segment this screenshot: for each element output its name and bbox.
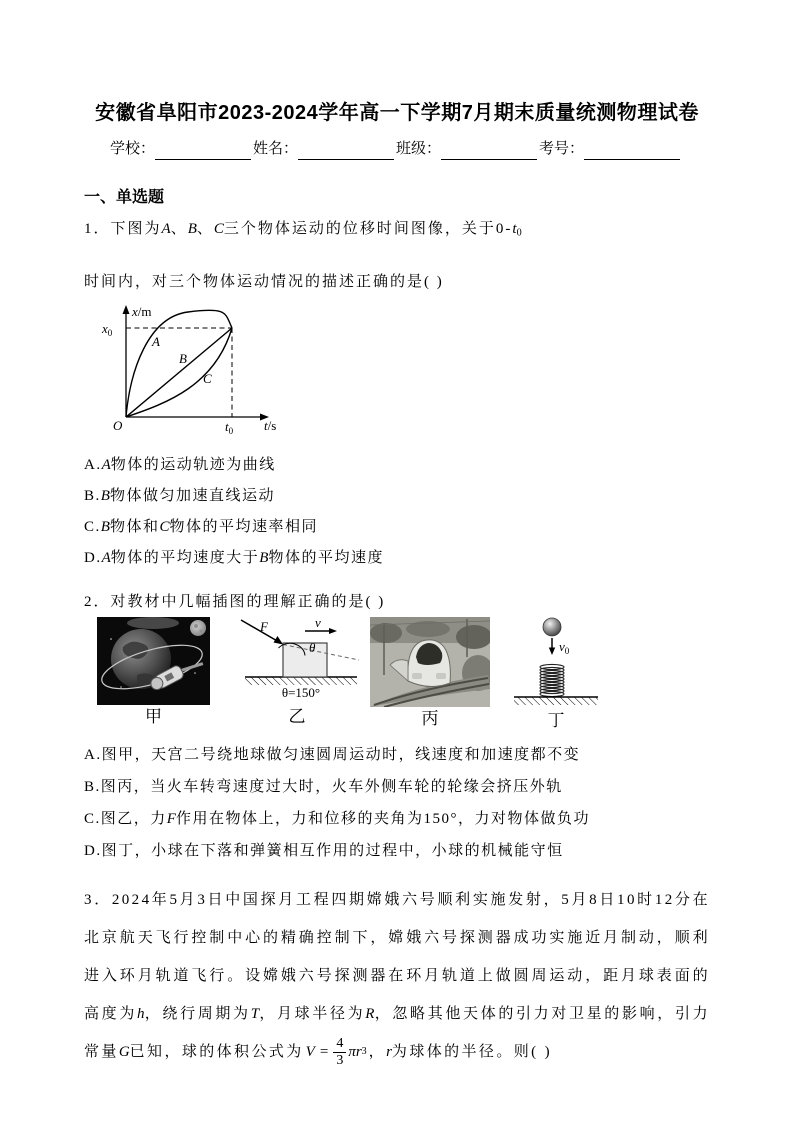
class-field: [396, 138, 537, 160]
school-field: [110, 138, 251, 160]
curve-a-label: A: [152, 333, 160, 349]
text-segment: B.图丙，当火车转弯速度过大时，火车外侧车轮的轮缘会挤压外轨: [84, 778, 563, 795]
train-photo: [370, 617, 490, 707]
text-segment: B.: [84, 487, 101, 504]
ball-spring-diagram: [508, 617, 604, 709]
figure-jia-caption: 甲: [145, 706, 162, 726]
question-1-stem-line-1: [84, 216, 710, 247]
section-heading-single-choice: 一、单选题: [84, 189, 165, 206]
question-2-option-b: [84, 771, 710, 803]
name-blank-line: [298, 143, 394, 160]
figure-bing-caption: 丙: [421, 708, 439, 728]
text-segment: 时间内，对三个物体运动情况的描述正确的是( ): [84, 273, 444, 290]
text-segment: ，: [368, 1043, 387, 1060]
text-segment: 为球体的半径。则( ): [391, 1043, 553, 1060]
text-segment: 0: [516, 227, 522, 239]
formula-fraction: [333, 1036, 346, 1069]
y-axis-label: x/m: [132, 303, 152, 319]
text-segment: B: [259, 549, 269, 566]
text-segment: T: [250, 1005, 260, 1022]
text-segment: D.: [84, 549, 102, 566]
text-segment: 1．下图为: [84, 221, 162, 237]
curve-b-label: B: [179, 350, 187, 366]
name-label: 姓名：: [253, 141, 299, 157]
angle-value-label: θ=150°: [281, 684, 321, 700]
fraction-denominator: 3: [336, 1052, 344, 1068]
ball-graphic: [543, 618, 561, 636]
text-segment: A: [161, 221, 171, 237]
figure-ding: [508, 617, 604, 731]
block-graphic: [283, 643, 327, 677]
force-block-diagram: [233, 617, 361, 705]
text-segment: r: [386, 1043, 392, 1060]
curve-c-label: C: [203, 370, 212, 386]
class-label: 班级：: [396, 141, 442, 157]
x0-tick-label: $x_0$: [102, 320, 113, 338]
text-segment: 三个物体运动的位移时间图像，关于: [223, 221, 496, 237]
text-segment: 物体的平均速度大于: [110, 549, 260, 566]
light-glow: [127, 617, 179, 629]
y-axis-arrow-icon: [123, 305, 130, 314]
spring-graphic: [540, 664, 564, 696]
text-segment: 0-: [495, 221, 513, 237]
text-segment: A: [101, 456, 111, 473]
question-2-options: [84, 739, 710, 867]
angle-label: θ: [309, 639, 316, 655]
text-segment: 物体做匀加速直线运动: [109, 487, 275, 504]
question-1-option-b: [84, 481, 710, 512]
class-blank-line: [441, 143, 537, 160]
question-2-stem: [84, 589, 710, 615]
text-segment: C.: [84, 518, 101, 535]
text-segment: A: [101, 549, 111, 566]
text-segment: 作用在物体上，力和位移的夹角为150°，力对物体做负功: [175, 810, 590, 827]
exam-number-field: [539, 138, 680, 160]
initial-velocity-label: $v_0$: [559, 638, 570, 656]
satellite-earth-photo: [97, 617, 210, 705]
text-segment: 、: [170, 221, 188, 237]
figure-ding-caption: 丁: [547, 710, 565, 730]
curve-b: [126, 328, 232, 417]
ground-hatch: [514, 697, 598, 705]
velocity-arrowhead-icon: [329, 628, 337, 634]
text-segment: A.: [84, 456, 102, 473]
school-label: 学校：: [110, 141, 156, 157]
text-segment: A.图甲，天宫二号绕地球做匀速圆周运动时，线速度和加速度都不变: [84, 746, 581, 763]
question-2-figures: [84, 617, 710, 731]
position-time-graph: [93, 301, 710, 442]
force-arrowhead-icon: [274, 636, 284, 645]
formula-exponent: 3: [361, 1046, 367, 1058]
text-segment: 物体的运动轨迹为曲线: [110, 456, 276, 473]
school-blank-line: [155, 143, 251, 160]
question-1-option-c: [84, 512, 710, 543]
question-1-option-d: [84, 543, 710, 574]
formula-pi-r: πr: [348, 1044, 362, 1061]
question-1-option-a: [84, 450, 710, 481]
text-segment: C: [159, 518, 170, 535]
text-segment: B: [100, 518, 110, 535]
figure-jia: [97, 617, 210, 727]
text-segment: 已知，球的体积公式为: [129, 1043, 304, 1060]
figure-yi: [233, 617, 361, 727]
text-segment: 物体的平均速度: [268, 549, 384, 566]
position-time-graph-svg: [93, 301, 303, 437]
text-segment: C: [213, 221, 224, 237]
text-segment: D.图丁，小球在下落和弹簧相互作用的过程中，小球的机械能守恒: [84, 842, 564, 859]
text-segment: 、: [196, 221, 214, 237]
origin-label: O: [113, 417, 123, 433]
text-segment: R: [365, 1005, 375, 1022]
question-2-option-d: [84, 835, 710, 867]
text-segment: G: [118, 1043, 130, 1060]
text-segment: 2．对教材中几幅插图的理解正确的是( ): [84, 593, 386, 610]
formula-lhs: V: [305, 1044, 315, 1061]
text-segment: ，月球半径为: [259, 1005, 366, 1022]
x-axis-label: t/s: [264, 417, 277, 433]
name-field: [253, 138, 394, 160]
question-2-option-c: [84, 803, 710, 835]
figure-bing: [370, 617, 490, 729]
text-segment: 物体的平均速率相同: [169, 518, 318, 535]
exam-number-blank-line: [584, 143, 680, 160]
t0-tick-label: $t_0$: [225, 418, 234, 436]
text-segment: h: [136, 1005, 145, 1022]
question-3-stem: [84, 881, 710, 1072]
text-segment: B: [100, 487, 110, 504]
sphere-volume-formula: [306, 1033, 367, 1071]
text-segment: F: [166, 810, 176, 827]
exam-number-label: 考号：: [539, 141, 585, 157]
text-segment: B: [187, 221, 197, 237]
question-2-option-a: [84, 739, 710, 771]
ground-hatch: [245, 677, 357, 685]
fraction-numerator: 4: [333, 1036, 346, 1053]
figure-yi-caption: 乙: [288, 706, 306, 726]
text-segment: t: [512, 221, 517, 237]
velocity-arrowhead-icon: [549, 647, 555, 655]
question-1-stem-line-2: [84, 269, 710, 295]
velocity-label: v: [315, 616, 321, 630]
force-label: F: [260, 618, 268, 634]
text-segment: ，绕行周期为: [144, 1005, 251, 1022]
student-info-line: [84, 138, 710, 160]
question-3-text-tail: [369, 1044, 552, 1060]
question-1-options: [84, 450, 710, 574]
question-3-text-lead: [84, 892, 710, 1060]
text-segment: 3．2024年5月3日中国探月工程四期嫦娥六号顺利实施发射，5月8日10时12分在北京航天飞行控制中心的精确控制下，嫦娥六号探测器成功实施近月制动，顺利进入环月轨道飞行。设嫦娥六号探测器在环月轨道上做圆周运动，距月球表面的高度为: [84, 891, 710, 1022]
text-segment: C.图乙，力: [84, 810, 167, 827]
text-segment: ，忽略其他天体的引力对卫星的影响，引力常量: [84, 1005, 711, 1060]
text-segment: 物体和: [109, 518, 160, 535]
formula-equals: =: [319, 1044, 329, 1061]
moon-graphic: [190, 620, 206, 636]
page-title: 安徽省阜阳市2023-2024学年高一下学期7月期末质量统测物理试卷: [95, 102, 699, 124]
